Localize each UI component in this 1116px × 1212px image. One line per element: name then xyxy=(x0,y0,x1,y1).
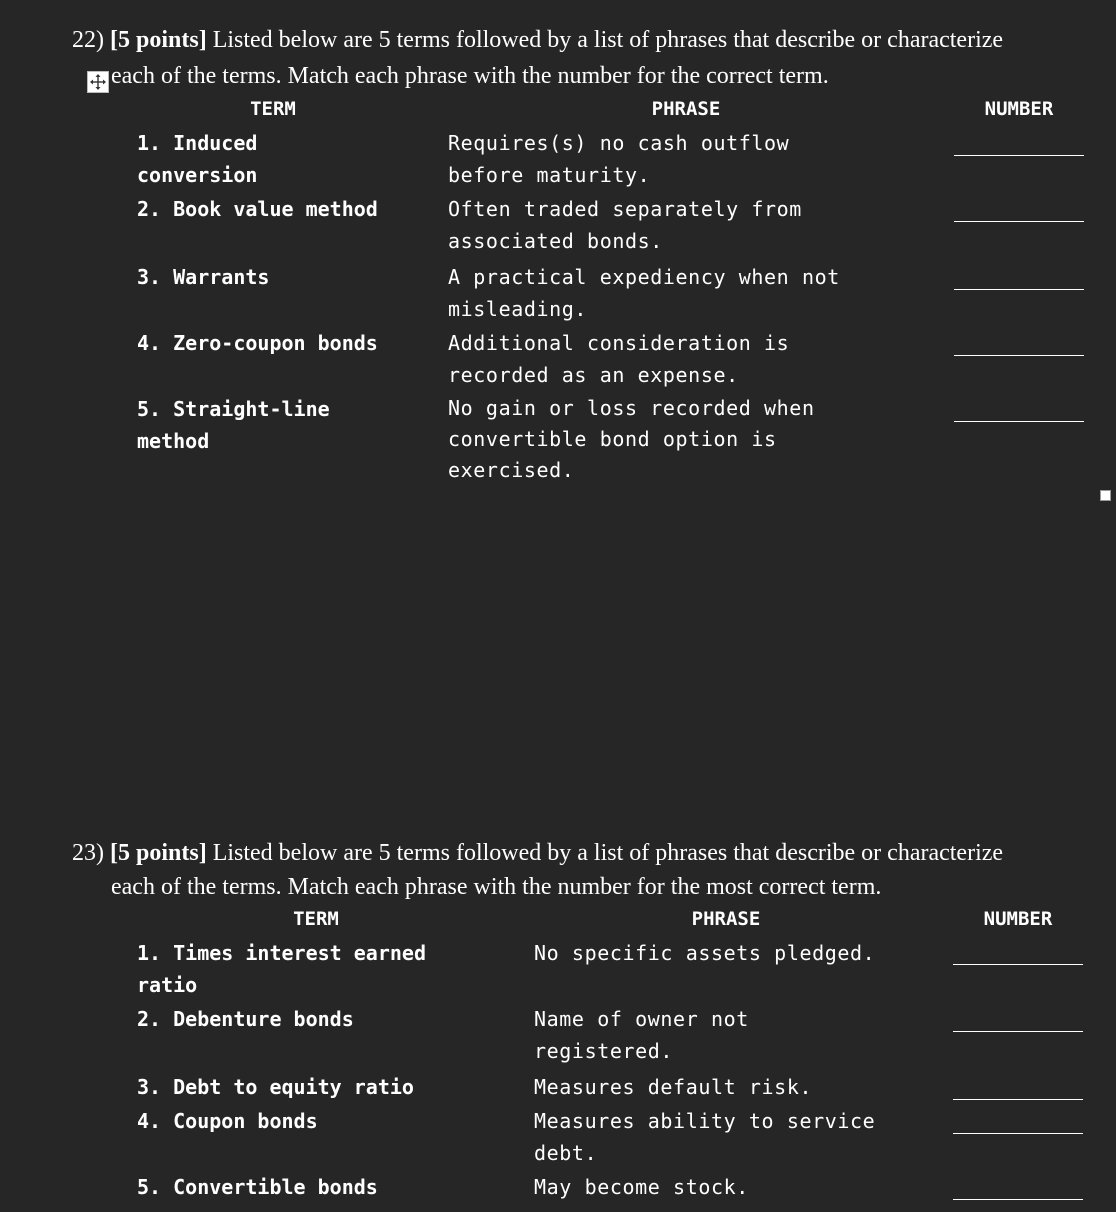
q22-answer-blank-5[interactable] xyxy=(954,421,1084,422)
q22-answer-blank-4[interactable] xyxy=(954,355,1084,356)
q23-instructions-2: each of the terms. Match each phrase with the number for the most correct term. xyxy=(111,874,882,900)
q23-answer-blank-3[interactable] xyxy=(953,1099,1083,1100)
q22-term-5: 5. Straight-line method xyxy=(137,397,330,453)
q22-term-1: 1. Induced conversion xyxy=(137,131,258,187)
q22-header-number: NUMBER xyxy=(984,98,1054,120)
q22-header-phrase: PHRASE xyxy=(651,98,721,120)
q22-answer-blank-1[interactable] xyxy=(954,155,1084,156)
q22-instructions-2: each of the terms. Match each phrase with the number for the correct term. xyxy=(111,63,829,89)
q22-phrase-4: Additional consideration is recorded as an expense. xyxy=(448,331,790,387)
q23-header-term: TERM xyxy=(293,908,339,930)
q23-phrase-3: Measures default risk. xyxy=(534,1075,813,1099)
q22-instructions-1: Listed below are 5 terms followed by a list of phrases that describe or characterize xyxy=(206,27,1004,53)
resize-handle[interactable] xyxy=(1100,490,1111,501)
q23-header-number: NUMBER xyxy=(983,908,1053,930)
q22-points: [5 points] xyxy=(110,27,207,53)
q23-answer-blank-4[interactable] xyxy=(953,1133,1083,1134)
q23-term-1: 1. Times interest earned ratio xyxy=(137,941,426,997)
q23-header-phrase: PHRASE xyxy=(691,908,761,930)
q23-term-3: 3. Debt to equity ratio xyxy=(137,1075,414,1099)
q23-phrase-5: May become stock. xyxy=(534,1175,749,1199)
q22-phrase-1: Requires(s) no cash outflow before maturity. xyxy=(448,131,790,187)
q23-answer-blank-2[interactable] xyxy=(953,1031,1083,1032)
q22-phrase-2: Often traded separately from associated bonds. xyxy=(448,197,802,253)
q23-title-line1 xyxy=(72,836,1003,870)
move-handle-icon[interactable] xyxy=(87,71,109,93)
q22-title-line1 xyxy=(72,23,1003,57)
q22-term-4: 4. Zero-coupon bonds xyxy=(137,331,378,355)
q23-term-4: 4. Coupon bonds xyxy=(137,1109,318,1133)
q23-answer-blank-5[interactable] xyxy=(953,1199,1083,1200)
q22-term-2: 2. Book value method xyxy=(137,197,378,221)
q23-phrase-2: Name of owner not registered. xyxy=(534,1007,749,1063)
q22-answer-blank-2[interactable] xyxy=(954,221,1084,222)
q22-header-term: TERM xyxy=(250,98,296,120)
q22-answer-blank-3[interactable] xyxy=(954,289,1084,290)
q23-instructions-1: Listed below are 5 terms followed by a list of phrases that describe or characterize xyxy=(206,840,1004,866)
q23-number: 23) xyxy=(72,840,104,866)
q23-points: [5 points] xyxy=(110,840,207,866)
q23-term-5: 5. Convertible bonds xyxy=(137,1175,378,1199)
q22-phrase-5: No gain or loss recorded when convertible bond option is exercised. xyxy=(448,396,815,482)
q22-phrase-3: A practical expediency when not misleading. xyxy=(448,265,840,321)
q23-answer-blank-1[interactable] xyxy=(953,964,1083,965)
q23-phrase-4: Measures ability to service debt. xyxy=(534,1109,876,1165)
q23-phrase-1: No specific assets pledged. xyxy=(534,941,876,965)
q22-number: 22) xyxy=(72,27,104,53)
q22-term-3: 3. Warrants xyxy=(137,265,270,289)
q23-term-2: 2. Debenture bonds xyxy=(137,1007,354,1031)
